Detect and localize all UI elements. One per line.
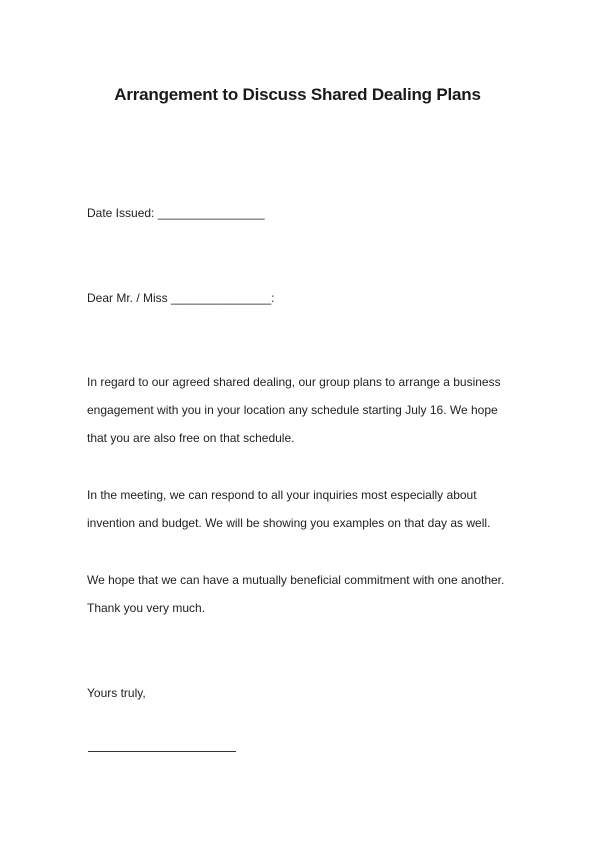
paragraph-1-line-3: that you are also free on that schedule.	[87, 431, 295, 445]
document-title: Arrangement to Discuss Shared Dealing Plans	[114, 85, 481, 104]
paragraph-3-line-1: We hope that we can have a mutually beneficial commitment with one another.	[87, 573, 505, 587]
salutation-line: Dear Mr. / Miss _______________:	[87, 291, 275, 305]
paragraph-1-line-1: In regard to our agreed shared dealing, our group plans to arrange a business	[87, 375, 501, 389]
paragraph-2-line-1: In the meeting, we can respond to all your inquiries most especially about	[87, 488, 477, 502]
date-issued-line: Date Issued: ________________	[87, 206, 265, 220]
closing-line: Yours truly,	[87, 686, 146, 700]
paragraph-1-line-2: engagement with you in your location any schedule starting July 16. We hope	[87, 403, 498, 417]
paragraph-3-line-2: Thank you very much.	[87, 601, 206, 615]
paragraph-2-line-2: invention and budget. We will be showing you examples on that day as well.	[87, 516, 491, 530]
signature-line	[88, 751, 236, 752]
